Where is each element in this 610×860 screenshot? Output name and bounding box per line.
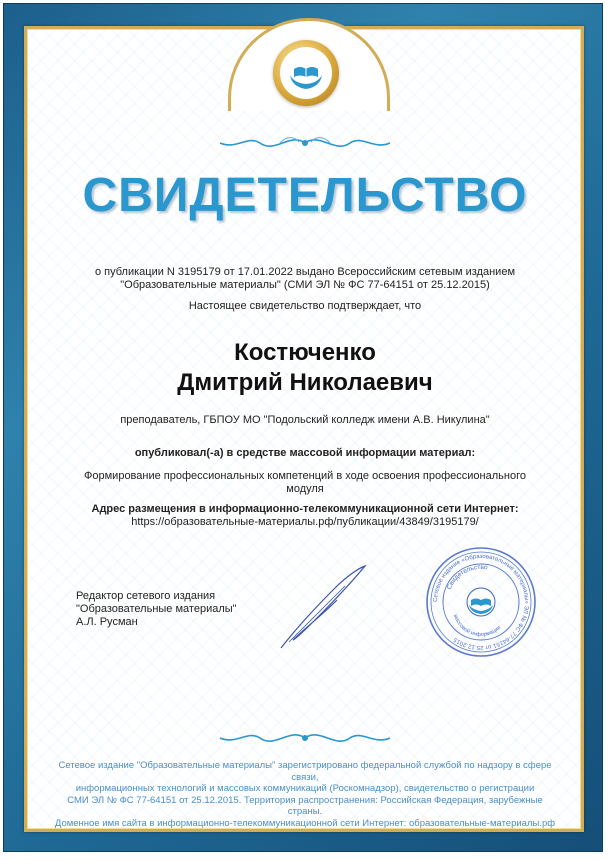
editor-line-2: "Образовательные материалы" (76, 603, 237, 615)
editor-name: А.Л. Русман (76, 616, 138, 628)
material-title-line-1: Формирование профессиональных компетенций в ходе освоения профессионального (84, 470, 526, 482)
certificate-title: СВИДЕТЕЛЬСТВО (82, 169, 528, 222)
bottom-ornament-icon (200, 725, 410, 751)
stamp-inner-text: Свидетельство (445, 563, 489, 591)
address-url[interactable]: https://образовательные-материалы.рф/публикации/43849/3195179/ (131, 516, 479, 528)
recipient-surname: Костюченко (234, 339, 376, 366)
stamp-inner-text-2: массовой информации (451, 613, 503, 639)
stamp-outer-text: Сетевое издание «Образовательные материалы» ЭЛ № ФС 77-64151 от 25.12.2015 (432, 553, 530, 651)
footer-line-3: СМИ ЭЛ № ФС 77-64151 от 25.12.2015. Территория распространения: Российская Федерация, зарубежные страны. (67, 794, 543, 817)
logo-inner (280, 47, 332, 99)
editor-signature (275, 560, 375, 655)
footer-line-2: информационных технологий и массовых коммуникаций (Роскомнадзор), свидетельство о регистрации (75, 783, 535, 794)
editor-line-1: Редактор сетевого издания (76, 590, 216, 602)
recipient-given-names: Дмитрий Николаевич (177, 369, 433, 396)
material-title-line-2: модуля (286, 483, 324, 495)
publisher-logo (273, 40, 339, 106)
address-label: Адрес размещения в информационно-телекоммуникационной сети Интернет: (91, 503, 519, 515)
footer-legal (50, 760, 560, 829)
footer-line-4: Доменное имя сайта в информационно-телекоммуникационной сети Интернет: образовательные-материалы.рф (54, 817, 556, 829)
recipient-name (60, 338, 550, 398)
footer-line-1: Сетевое издание "Образовательные материалы" зарегистрировано федеральной службой по надзору в сфере связи, (58, 760, 552, 783)
official-stamp (425, 546, 537, 658)
svg-text:массовой информации (452, 614, 502, 638)
recipient-position: преподаватель, ГБПОУ МО "Подольский колледж имени А.В. Никулина" (120, 414, 490, 426)
top-ornament-icon (200, 130, 410, 156)
publication-line-2: "Образовательные материалы" (СМИ ЭЛ № ФС 77-64151 от 25.12.2015) (120, 279, 490, 291)
published-label: опубликовал(-а) в средстве массовой информации материал: (134, 447, 476, 459)
book-hands-icon (280, 47, 332, 99)
confirm-text: Настоящее свидетельство подтверждает, что (188, 300, 422, 312)
publication-line-1: о публикации N 3195179 от 17.01.2022 выдано Всероссийским сетевым изданием (94, 266, 516, 278)
